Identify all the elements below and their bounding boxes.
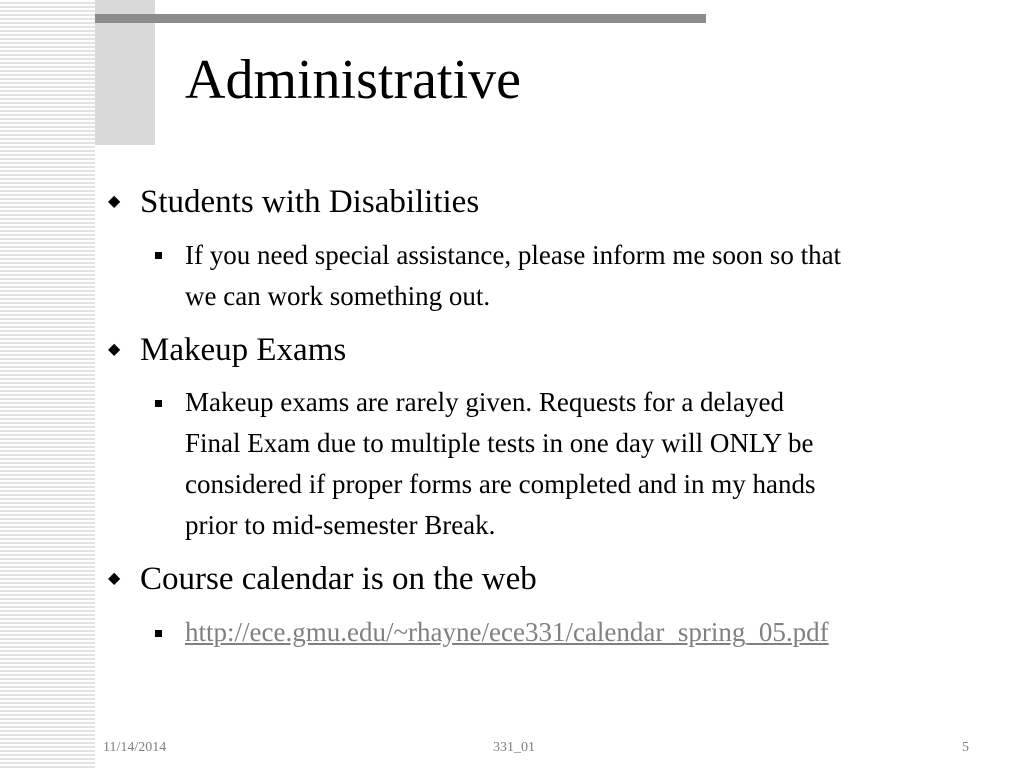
square-bullet-icon (155, 400, 162, 407)
bullet-text-line: Makeup exams are rarely given. Requests for a delayed (185, 387, 785, 417)
bullet-text-line: considered if proper forms are completed and in my hands (185, 469, 816, 499)
bullet-text-line: we can work something out. (185, 281, 491, 311)
square-bullet-icon (155, 630, 162, 637)
square-bullet-icon (155, 252, 162, 259)
footer-date: 11/14/2014 (103, 740, 167, 755)
footer-page-number: 5 (962, 740, 969, 755)
diamond-bullet-icon: ◆ (108, 193, 121, 210)
bullet-heading: Course calendar is on the web (140, 561, 537, 597)
bullet-text-line: prior to mid-semester Break. (185, 510, 496, 540)
footer-course: 331_01 (493, 740, 535, 755)
slide-title: Administrative (185, 49, 521, 111)
bullet-heading: Makeup Exams (140, 332, 347, 368)
calendar-link-line (185, 612, 829, 653)
bullet-text-line: Final Exam due to multiple tests in one day will ONLY be (185, 428, 814, 458)
bullet-heading: Students with Disabilities (140, 184, 480, 220)
diamond-bullet-icon: ◆ (108, 341, 121, 358)
diamond-bullet-icon: ◆ (108, 570, 121, 587)
bullet-text-line: If you need special assistance, please inform me soon so that (185, 240, 842, 270)
calendar-link[interactable]: http://ece.gmu.edu/~rhayne/ece331/calendar_spring_05.pdf (185, 617, 829, 647)
